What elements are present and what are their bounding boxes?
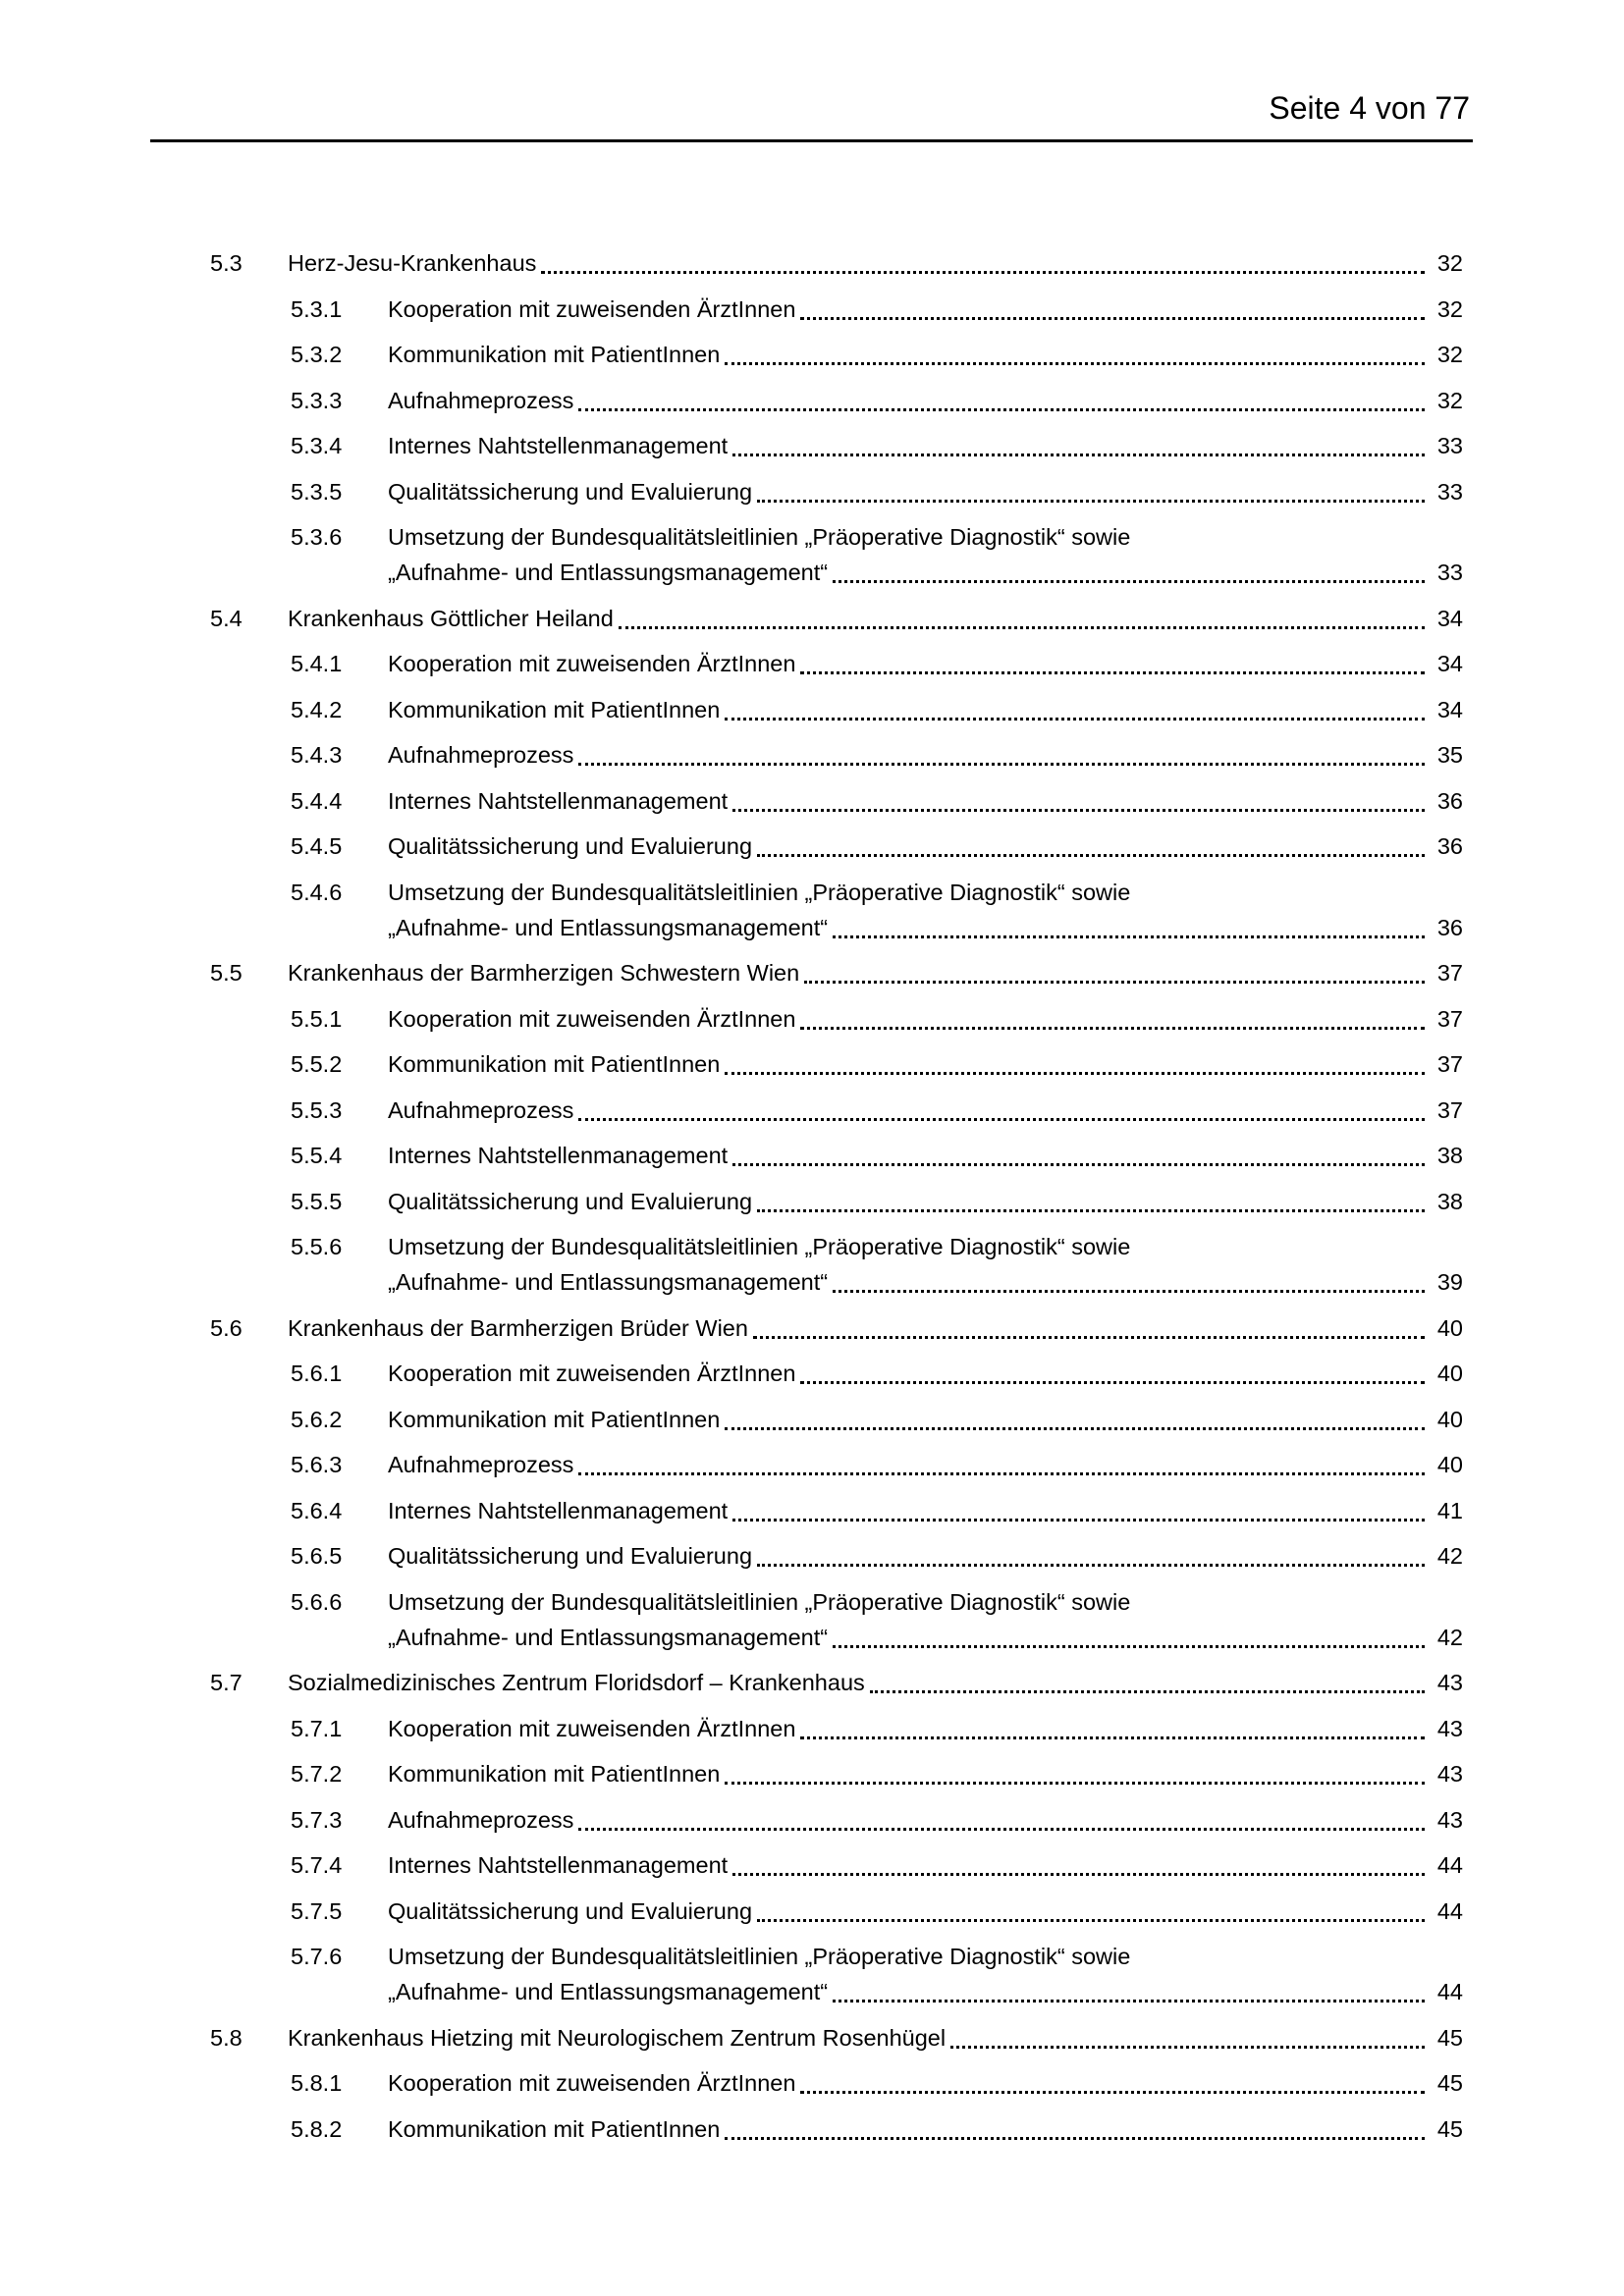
toc-entry xyxy=(0,2111,1463,2147)
toc-entry xyxy=(0,1756,1463,1791)
toc-entry-body xyxy=(388,1847,1463,1883)
toc-entry-title: Internes Nahtstellenmanagement xyxy=(388,787,729,814)
toc-entry xyxy=(0,875,1463,945)
toc-entry-page: 42 xyxy=(1436,1543,1463,1569)
dot-leader xyxy=(800,317,1425,320)
dot-leader xyxy=(732,1519,1425,1522)
toc-entry-title-line1: Umsetzung der Bundesqualitätsleitlinien „Präoperative Diagnostik“ sowie xyxy=(388,1234,1131,1259)
toc-entry-page: 38 xyxy=(1436,1188,1463,1214)
toc-entry-body xyxy=(388,646,1463,681)
toc-entry-title: Kommunikation mit PatientInnen xyxy=(388,1761,721,1787)
dot-leader xyxy=(833,935,1425,938)
toc-entry xyxy=(0,292,1463,327)
toc-entry xyxy=(0,2020,1463,2056)
dot-leader xyxy=(757,854,1425,857)
toc-entry xyxy=(0,2065,1463,2101)
toc-entry-title: Kommunikation mit PatientInnen xyxy=(388,2115,721,2142)
toc-entry xyxy=(0,1138,1463,1173)
toc-entry-number: 5.7.1 xyxy=(291,1715,343,1741)
toc-entry-number: 5.3.6 xyxy=(291,524,343,550)
toc-entry-number: 5.7.3 xyxy=(291,1806,343,1833)
toc-entry-title-line2: „Aufnahme- und Entlassungsmanagement“ xyxy=(388,914,829,940)
toc-entry-number: 5.5.6 xyxy=(291,1234,343,1259)
toc-entry xyxy=(0,428,1463,463)
toc-entry xyxy=(0,1802,1463,1838)
toc-entry-number: 5.6.3 xyxy=(291,1452,343,1477)
toc-entry xyxy=(0,1402,1463,1437)
toc-entry xyxy=(0,1939,1463,2009)
toc-entry-number: 5.7.4 xyxy=(291,1852,343,1878)
header-rule xyxy=(150,139,1473,142)
toc-entry-number: 5.3.4 xyxy=(291,433,343,458)
toc-entry-title: Kommunikation mit PatientInnen xyxy=(388,1051,721,1077)
toc-entry-body xyxy=(388,1093,1463,1128)
toc-entry-body xyxy=(288,1665,1463,1700)
toc-entry-body xyxy=(388,2111,1463,2147)
toc-entry-number: 5.6.1 xyxy=(291,1361,343,1386)
toc-entry-title: Sozialmedizinisches Zentrum Floridsdorf – Krankenhaus xyxy=(288,1670,865,1695)
dot-leader xyxy=(757,1919,1425,1922)
dot-leader xyxy=(833,1290,1425,1293)
dot-leader xyxy=(725,1427,1425,1430)
toc-entry-body xyxy=(388,383,1463,418)
toc-entry-body xyxy=(388,1001,1463,1037)
toc-entry xyxy=(0,1310,1463,1346)
toc-entry-body xyxy=(388,1046,1463,1082)
toc-entry-title: Kooperation mit zuweisenden ÄrztInnen xyxy=(388,1715,796,1741)
toc-entry-title: Krankenhaus Göttlicher Heiland xyxy=(288,605,614,631)
toc-entry-number: 5.7.6 xyxy=(291,1944,343,1969)
toc-entry-body xyxy=(388,1756,1463,1791)
dot-leader xyxy=(619,626,1425,629)
toc-entry xyxy=(0,1847,1463,1883)
dot-leader xyxy=(800,1027,1425,1030)
dot-leader xyxy=(725,362,1425,365)
toc-entry-body xyxy=(288,601,1463,636)
dot-leader xyxy=(732,454,1425,456)
dot-leader xyxy=(725,718,1425,721)
toc-entry-page: 44 xyxy=(1436,1897,1463,1924)
toc-entry-number: 5.3.3 xyxy=(291,387,343,413)
toc-entry-title: Herz-Jesu-Krankenhaus xyxy=(288,250,537,276)
toc-entry xyxy=(0,646,1463,681)
toc-entry-page: 44 xyxy=(1436,1979,1463,2004)
toc-entry-number: 5.6.4 xyxy=(291,1497,343,1523)
dot-leader xyxy=(578,1828,1425,1831)
toc-entry-title: Qualitätssicherung und Evaluierung xyxy=(388,1897,753,1924)
toc-entry-title-line1: Umsetzung der Bundesqualitätsleitlinien „Präoperative Diagnostik“ sowie xyxy=(388,879,1131,905)
toc-entry-title: Kooperation mit zuweisenden ÄrztInnen xyxy=(388,651,796,676)
toc-entry-title: Kooperation mit zuweisenden ÄrztInnen xyxy=(388,1005,796,1032)
toc-entry-page: 37 xyxy=(1436,1096,1463,1123)
toc-entry-number: 5.4.4 xyxy=(291,787,343,814)
dot-leader xyxy=(578,408,1425,411)
toc-entry xyxy=(0,245,1463,281)
toc-entry xyxy=(0,601,1463,636)
toc-entry-title: Internes Nahtstellenmanagement xyxy=(388,1497,729,1523)
toc-entry xyxy=(0,737,1463,773)
toc-entry-number: 5.3.1 xyxy=(291,295,343,322)
dot-leader xyxy=(757,500,1425,503)
toc-entry-title-line2: „Aufnahme- und Entlassungsmanagement“ xyxy=(388,1979,829,2004)
toc-entry-number: 5.6 xyxy=(210,1314,243,1341)
toc-entry-title: Internes Nahtstellenmanagement xyxy=(388,1852,729,1878)
toc-entry-number: 5.5.2 xyxy=(291,1051,343,1077)
toc-entry-body xyxy=(388,1802,1463,1838)
dot-leader xyxy=(541,271,1425,274)
toc-entry-page: 40 xyxy=(1436,1452,1463,1477)
toc-entry-body xyxy=(388,875,1463,945)
dot-leader xyxy=(732,809,1425,812)
toc-entry-number: 5.3.5 xyxy=(291,478,343,505)
toc-entry-page: 33 xyxy=(1436,433,1463,458)
toc-entry-number: 5.3 xyxy=(210,250,243,276)
toc-entry-number: 5.7.5 xyxy=(291,1897,343,1924)
toc-entry-page: 33 xyxy=(1436,478,1463,505)
dot-leader xyxy=(725,1782,1425,1785)
toc-entry xyxy=(0,955,1463,990)
toc-entry-number: 5.5.3 xyxy=(291,1096,343,1123)
dot-leader xyxy=(833,2000,1425,2002)
toc-entry xyxy=(0,1711,1463,1746)
toc-entry xyxy=(0,1665,1463,1700)
toc-entry-title: Aufnahmeprozess xyxy=(388,387,574,413)
toc-entry-number: 5.4.2 xyxy=(291,696,343,722)
toc-entry-title: Qualitätssicherung und Evaluierung xyxy=(388,1188,753,1214)
toc-entry-body xyxy=(388,1447,1463,1482)
dot-leader xyxy=(732,1163,1425,1166)
toc-entry-title: Kommunikation mit PatientInnen xyxy=(388,1406,721,1432)
toc-entry-title: Kooperation mit zuweisenden ÄrztInnen xyxy=(388,2070,796,2096)
dot-leader xyxy=(753,1336,1425,1339)
toc-entry xyxy=(0,1493,1463,1528)
toc-entry xyxy=(0,383,1463,418)
toc-entry-number: 5.4 xyxy=(210,605,243,631)
toc-entry-body xyxy=(388,1229,1463,1300)
toc-entry-body xyxy=(388,783,1463,819)
toc-entry-body xyxy=(388,292,1463,327)
toc-entry-page: 38 xyxy=(1436,1143,1463,1168)
toc-entry-number: 5.6.5 xyxy=(291,1543,343,1569)
toc-entry-page: 40 xyxy=(1436,1361,1463,1386)
dot-leader xyxy=(757,1209,1425,1212)
toc-entry-page: 37 xyxy=(1436,960,1463,986)
toc-entry-title-line1: Umsetzung der Bundesqualitätsleitlinien „Präoperative Diagnostik“ sowie xyxy=(388,1944,1131,1969)
toc-entry-title: Kooperation mit zuweisenden ÄrztInnen xyxy=(388,295,796,322)
toc-entry-page: 36 xyxy=(1436,787,1463,814)
dot-leader xyxy=(732,1873,1425,1876)
toc-entry-title: Qualitätssicherung und Evaluierung xyxy=(388,478,753,505)
toc-entry-number: 5.8.1 xyxy=(291,2070,343,2096)
toc-entry xyxy=(0,1447,1463,1482)
toc-entry-body xyxy=(388,692,1463,727)
toc-entry xyxy=(0,1584,1463,1655)
toc-entry xyxy=(0,828,1463,864)
toc-entry-page: 41 xyxy=(1436,1497,1463,1523)
toc-entry-number: 5.4.1 xyxy=(291,651,343,676)
toc-entry-body xyxy=(388,1711,1463,1746)
toc-entry-number: 5.4.3 xyxy=(291,742,343,768)
toc-entry xyxy=(0,1894,1463,1929)
toc-entry-title: Qualitätssicherung und Evaluierung xyxy=(388,1543,753,1569)
toc-entry xyxy=(0,1356,1463,1391)
toc-entry-number: 5.8.2 xyxy=(291,2115,343,2142)
toc-entry-title: Aufnahmeprozess xyxy=(388,1452,574,1477)
toc-entry-page: 32 xyxy=(1436,250,1463,276)
toc-entry xyxy=(0,1001,1463,1037)
toc-entry-number: 5.5.5 xyxy=(291,1188,343,1214)
toc-entry-page: 34 xyxy=(1436,651,1463,676)
dot-leader xyxy=(870,1690,1425,1693)
dot-leader xyxy=(578,1472,1425,1475)
toc-entry-page: 40 xyxy=(1436,1406,1463,1432)
toc-entry-title: Kooperation mit zuweisenden ÄrztInnen xyxy=(388,1361,796,1386)
toc-entry-number: 5.7.2 xyxy=(291,1761,343,1787)
toc-entry-page: 45 xyxy=(1436,2115,1463,2142)
dot-leader xyxy=(800,1381,1425,1384)
toc-entry-number: 5.3.2 xyxy=(291,342,343,367)
toc-entry-title: Aufnahmeprozess xyxy=(388,1096,574,1123)
toc-entry-title: Krankenhaus der Barmherzigen Brüder Wien xyxy=(288,1314,748,1341)
toc-entry-page: 43 xyxy=(1436,1715,1463,1741)
toc-entry-page: 34 xyxy=(1436,696,1463,722)
dot-leader xyxy=(578,1118,1425,1121)
dot-leader xyxy=(800,2091,1425,2094)
toc-entry-page: 36 xyxy=(1436,914,1463,940)
toc-entry-body xyxy=(388,1584,1463,1655)
toc-entry-page: 32 xyxy=(1436,387,1463,413)
toc-entry-body xyxy=(388,1402,1463,1437)
toc-entry-number: 5.4.6 xyxy=(291,879,343,905)
toc-entry-body xyxy=(288,245,1463,281)
toc-entry-title: Krankenhaus Hietzing mit Neurologischem Zentrum Rosenhügel xyxy=(288,2024,947,2051)
toc-entry-page: 39 xyxy=(1436,1269,1463,1295)
toc-entry-body xyxy=(288,2020,1463,2056)
toc-entry-body xyxy=(388,1939,1463,2009)
dot-leader xyxy=(950,2046,1425,2049)
toc-entry xyxy=(0,692,1463,727)
dot-leader xyxy=(800,1736,1425,1739)
toc-entry-title: Internes Nahtstellenmanagement xyxy=(388,1143,729,1168)
toc-entry-number: 5.6.2 xyxy=(291,1406,343,1432)
toc-entry-number: 5.7 xyxy=(210,1670,243,1695)
toc-entry xyxy=(0,1184,1463,1219)
page-number-label: Seite 4 von 77 xyxy=(1269,90,1470,126)
toc-entry-page: 35 xyxy=(1436,742,1463,768)
toc-entry-number: 5.5.1 xyxy=(291,1005,343,1032)
toc-entry-title: Krankenhaus der Barmherzigen Schwestern Wien xyxy=(288,960,800,986)
toc-entry-body xyxy=(388,474,1463,509)
toc-entry-page: 43 xyxy=(1436,1761,1463,1787)
toc-entry-body xyxy=(388,1538,1463,1574)
toc-entry-body xyxy=(388,828,1463,864)
toc-entry-page: 43 xyxy=(1436,1806,1463,1833)
toc-entry-page: 40 xyxy=(1436,1314,1463,1341)
toc-entry xyxy=(0,1229,1463,1300)
toc-entry-page: 45 xyxy=(1436,2070,1463,2096)
toc-entry-page: 32 xyxy=(1436,295,1463,322)
toc-entry-number: 5.4.5 xyxy=(291,833,343,859)
toc-entry-body xyxy=(388,428,1463,463)
dot-leader xyxy=(833,580,1425,583)
toc-entry-body xyxy=(388,737,1463,773)
toc-entry-page: 42 xyxy=(1436,1624,1463,1650)
toc-entry-page: 45 xyxy=(1436,2024,1463,2051)
toc-entry-page: 33 xyxy=(1436,560,1463,585)
toc-entry-page: 44 xyxy=(1436,1852,1463,1878)
toc-entry-page: 37 xyxy=(1436,1005,1463,1032)
toc-entry-body xyxy=(388,1894,1463,1929)
toc-entry-title: Aufnahmeprozess xyxy=(388,1806,574,1833)
toc-entry-number: 5.8 xyxy=(210,2024,243,2051)
dot-leader xyxy=(804,981,1425,984)
toc-entry-title: Aufnahmeprozess xyxy=(388,742,574,768)
toc-entry-body xyxy=(388,2065,1463,2101)
toc-entry-title-line2: „Aufnahme- und Entlassungsmanagement“ xyxy=(388,1624,829,1650)
toc-entry-body xyxy=(388,1356,1463,1391)
toc-entry-page: 34 xyxy=(1436,605,1463,631)
toc-entry-title-line1: Umsetzung der Bundesqualitätsleitlinien „Präoperative Diagnostik“ sowie xyxy=(388,1588,1131,1615)
toc-entry-body xyxy=(388,1138,1463,1173)
toc-entry-number: 5.5 xyxy=(210,960,243,986)
toc-entry-body xyxy=(388,1184,1463,1219)
toc-entry-number: 5.5.4 xyxy=(291,1143,343,1168)
toc-entry-title-line2: „Aufnahme- und Entlassungsmanagement“ xyxy=(388,560,829,585)
toc-entry-title: Kommunikation mit PatientInnen xyxy=(388,342,721,367)
toc-entry xyxy=(0,519,1463,590)
toc-entry-body xyxy=(388,337,1463,372)
toc-entry-body xyxy=(388,519,1463,590)
toc-entry-title: Kommunikation mit PatientInnen xyxy=(388,696,721,722)
toc-entry-page: 32 xyxy=(1436,342,1463,367)
dot-leader xyxy=(800,671,1425,674)
toc-entry-title: Qualitätssicherung und Evaluierung xyxy=(388,833,753,859)
toc-entry xyxy=(0,337,1463,372)
toc-entry-title-line1: Umsetzung der Bundesqualitätsleitlinien „Präoperative Diagnostik“ sowie xyxy=(388,524,1131,550)
toc-entry-number: 5.6.6 xyxy=(291,1588,343,1615)
toc-entry xyxy=(0,1046,1463,1082)
dot-leader xyxy=(725,1072,1425,1075)
toc-entry-page: 43 xyxy=(1436,1670,1463,1695)
dot-leader xyxy=(725,2137,1425,2140)
dot-leader xyxy=(578,763,1425,766)
toc-entry-body xyxy=(388,1493,1463,1528)
toc-entry-page: 37 xyxy=(1436,1051,1463,1077)
toc-entry-title: Internes Nahtstellenmanagement xyxy=(388,433,729,458)
dot-leader xyxy=(757,1564,1425,1567)
toc-entry-body xyxy=(288,1310,1463,1346)
toc-entry xyxy=(0,783,1463,819)
toc-entry-title-line2: „Aufnahme- und Entlassungsmanagement“ xyxy=(388,1269,829,1295)
toc-entry-body xyxy=(288,955,1463,990)
toc-entry xyxy=(0,1538,1463,1574)
toc-entry-page: 36 xyxy=(1436,833,1463,859)
dot-leader xyxy=(833,1645,1425,1648)
toc-entry xyxy=(0,1093,1463,1128)
toc-entry xyxy=(0,474,1463,509)
